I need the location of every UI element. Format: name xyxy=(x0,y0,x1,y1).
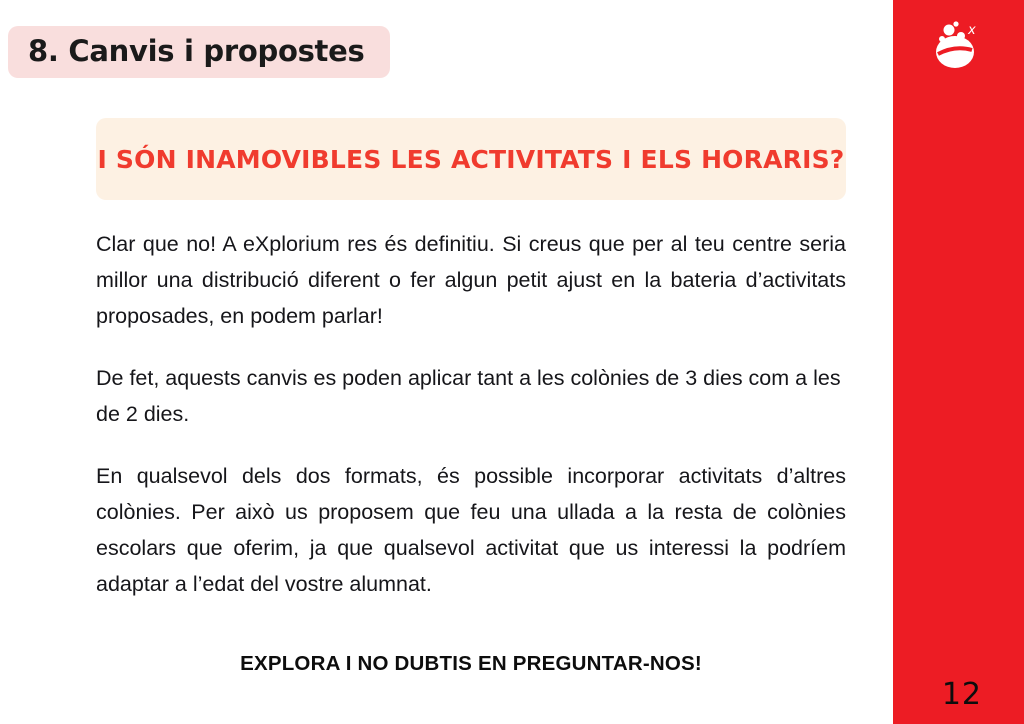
question-heading: I SÓN INAMOVIBLES LES ACTIVITATS I ELS HORARIS? xyxy=(97,144,845,174)
explorium-logo-icon xyxy=(924,14,986,76)
svg-text:x: x xyxy=(968,23,976,38)
question-banner xyxy=(96,118,846,200)
section-title-chip xyxy=(8,26,390,78)
paragraph-2: De fet, aquests canvis es poden aplicar tant a les colònies de 3 dies com a les de 2 dies. xyxy=(96,366,841,426)
paragraph-3: En qualsevol dels dos formats, és possible incorporar activitats d’altres colònies. Per això us proposem que feu una ullada a la resta de colònies escolars que oferim, ja que qualsevol activitat que us interessi la podríem adaptar a l’edat del vostre alumnat. xyxy=(96,464,846,596)
section-title: 8. Canvis i propostes xyxy=(28,34,365,68)
closing-line: EXPLORA I NO DUBTIS EN PREGUNTAR-NOS! xyxy=(240,652,702,675)
paragraph-1: Clar que no! A eXplorium res és definitiu. Si creus que per al teu centre seria millor una distribució diferent o fer algun petit ajust en la bateria d’activitats proposades, en podem parlar! xyxy=(96,232,846,328)
body-copy xyxy=(96,226,846,602)
page-number: 12 xyxy=(941,677,982,712)
right-color-band xyxy=(893,0,1024,724)
